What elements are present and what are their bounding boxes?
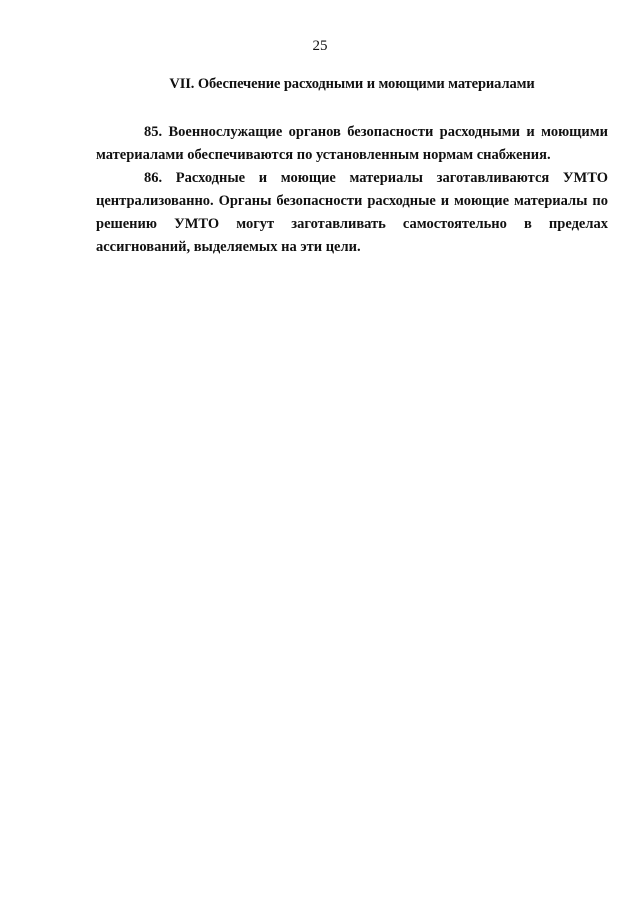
paragraph-86: 86. Расходные и моющие материалы заготавливаются УМТО централизованно. Органы безопасности расходные и моющие материалы по решению УМТО могут заготавливать самостоятельно в пределах ассигнований, выделяемых на эти цели. bbox=[96, 170, 608, 255]
page-number: 25 bbox=[312, 38, 328, 54]
document-body bbox=[96, 121, 608, 259]
paragraph-85: 85. Военнослужащие органов безопасности расходными и моющими материалами обеспечиваются по установленным нормам снабжения. bbox=[96, 124, 608, 163]
section-title: VII. Обеспечение расходными и моющими материалами bbox=[169, 76, 535, 92]
